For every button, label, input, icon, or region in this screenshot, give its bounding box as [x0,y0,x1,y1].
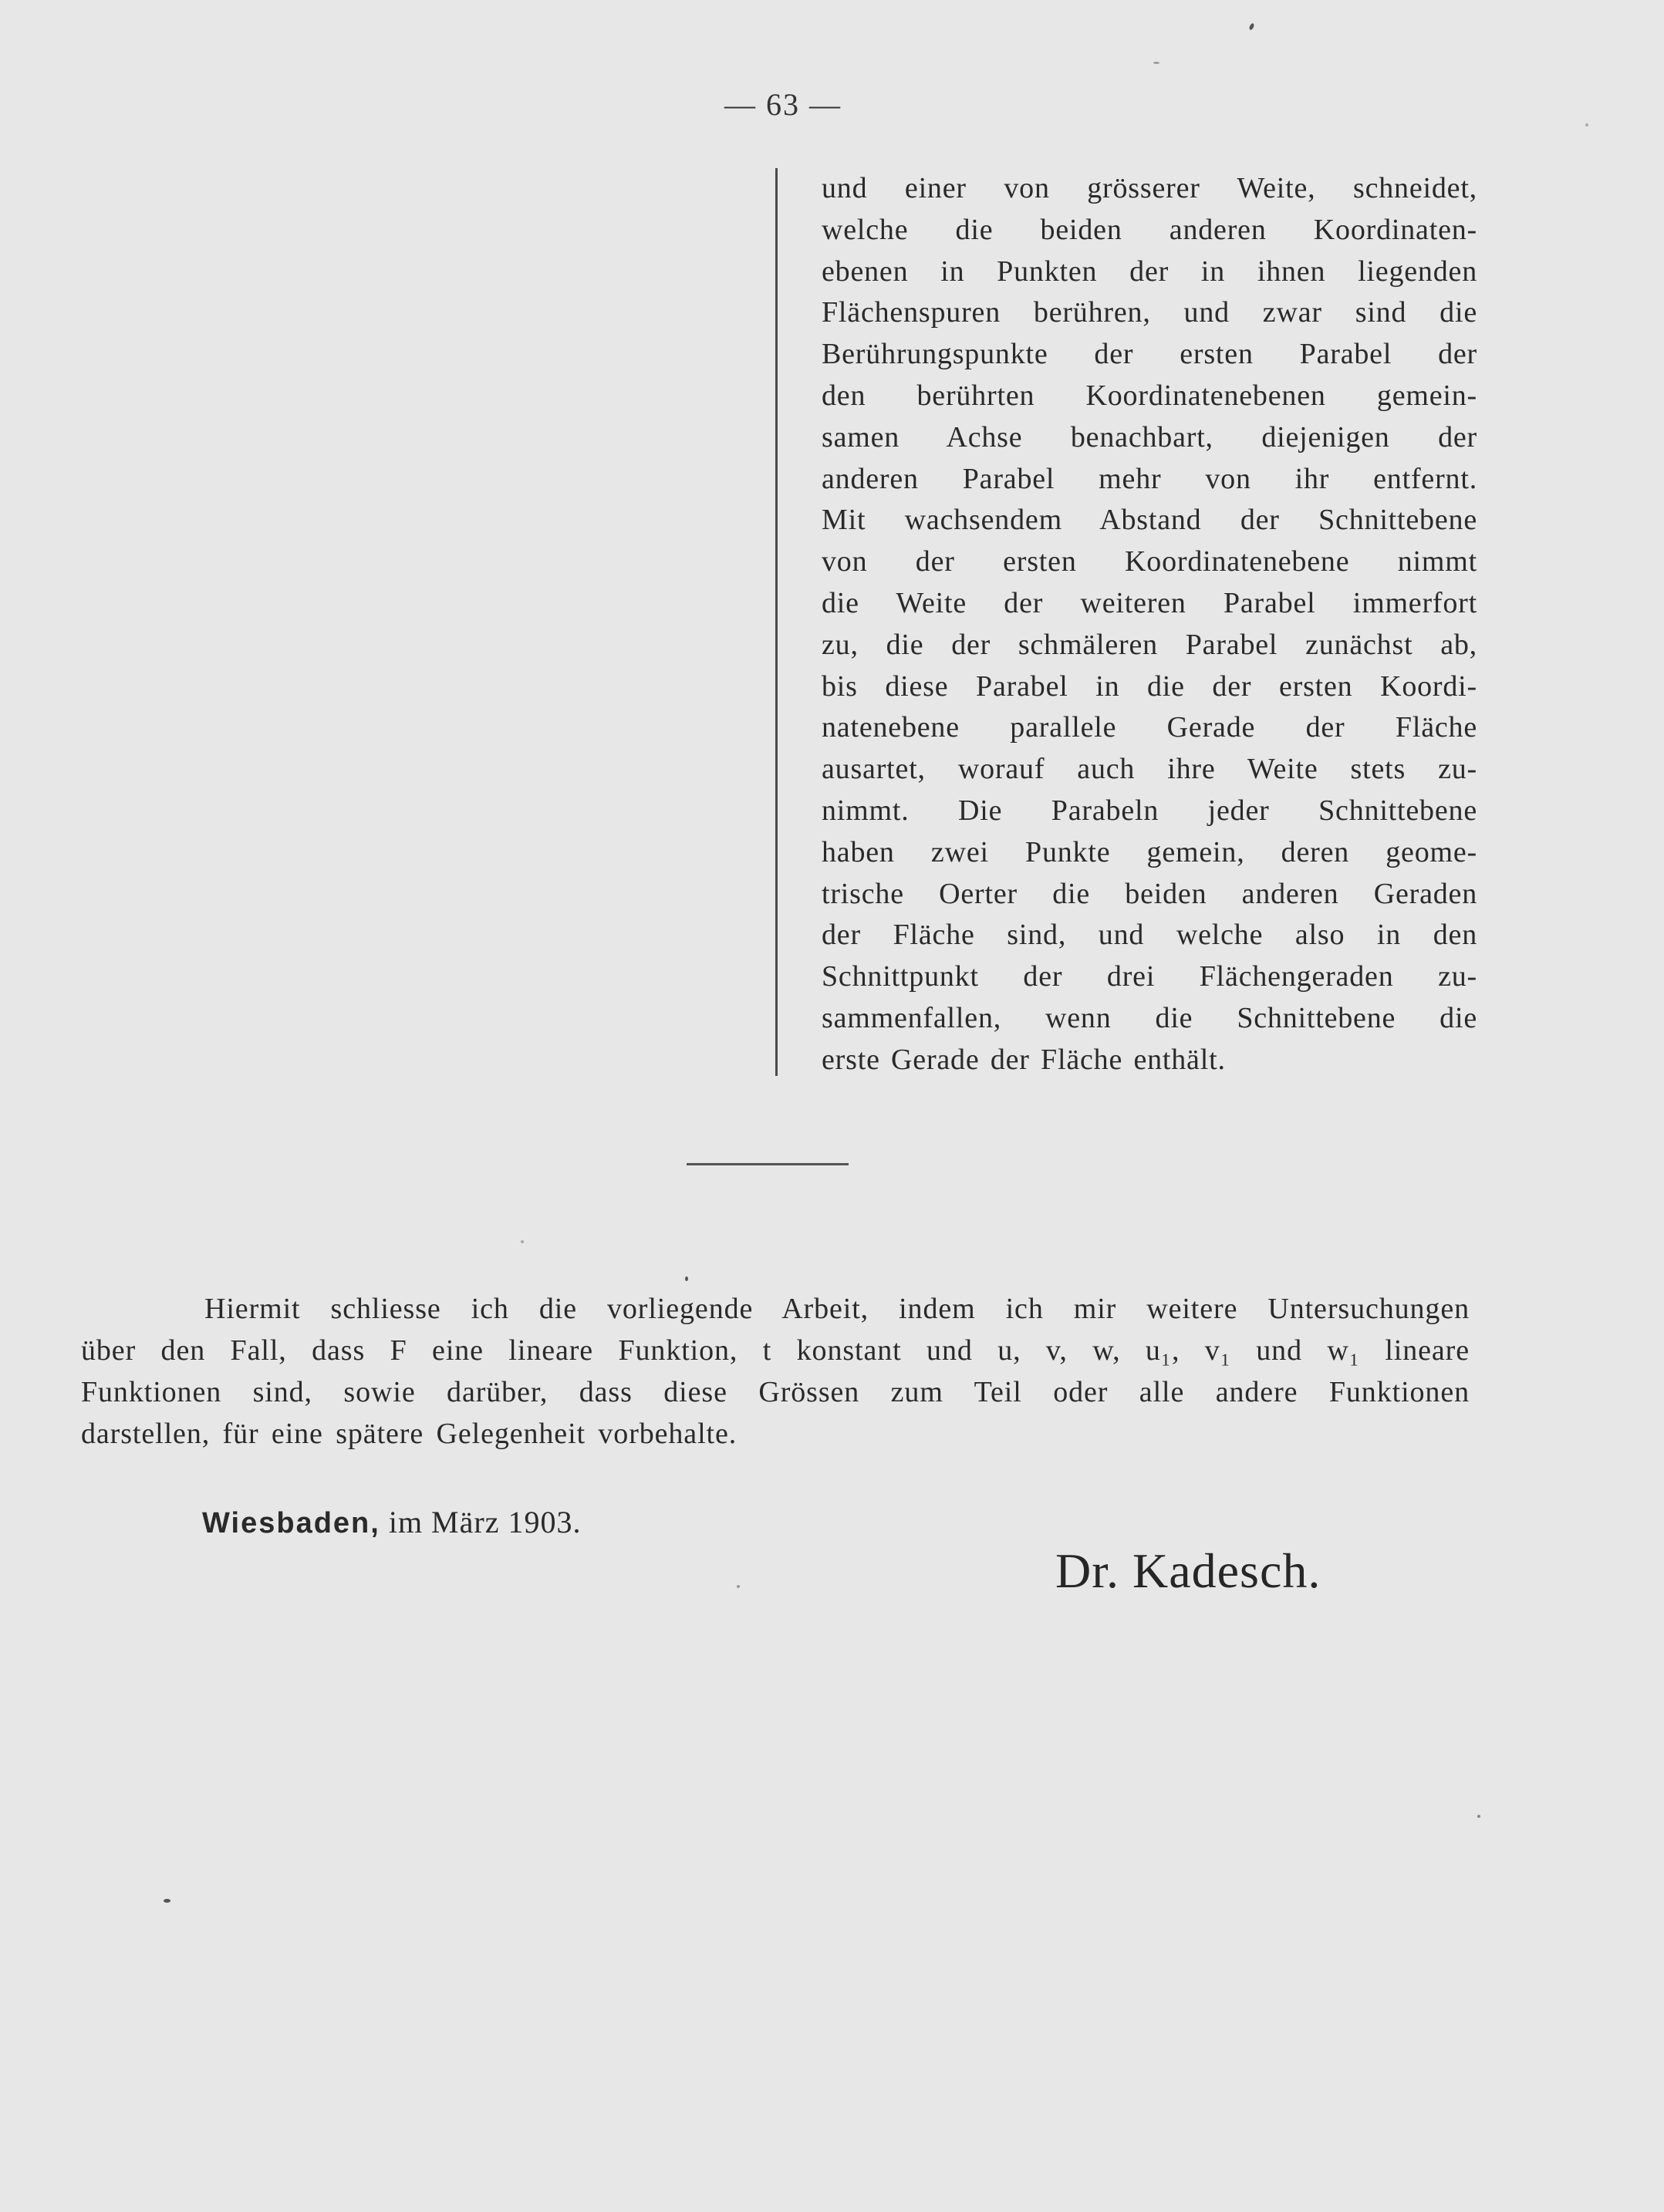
column-line: der Fläche sind, und welche also in den [822,919,1477,952]
column-line: natenebene parallele Gerade der Fläche [822,711,1477,744]
column-line: erste Gerade der Fläche enthält. [822,1043,1226,1076]
column-line: zu, die der schmäleren Parabel zunächst ab, [822,628,1477,661]
scan-speck [685,1276,688,1281]
scan-speck [1153,62,1159,64]
column-line: Berührungspunkte der ersten Parabel der [822,338,1477,371]
dateline-date: im März 1903. [380,1505,582,1539]
scan-speck [737,1585,740,1588]
section-divider [687,1163,849,1165]
column-line: sammenfallen, wenn die Schnittebene die [822,1001,1477,1034]
column-line: welche die beiden anderen Koordinaten- [822,213,1477,246]
column-line: nimmt. Die Parabeln jeder Schnittebene [822,794,1477,827]
column-line: Flächenspuren berühren, und zwar sind die [822,296,1477,329]
column-line: ebenen in Punkten der in ihnen liegenden [822,255,1477,288]
scan-speck [164,1899,170,1903]
dateline [202,1504,581,1540]
column-line: ausartet, worauf auch ihre Weite stets zu- [822,753,1477,786]
column-line: anderen Parabel mehr von ihr entfernt. [822,462,1477,495]
column-line: die Weite der weiteren Parabel immerfort [822,586,1477,619]
scan-speck [1477,1815,1480,1818]
column-line: samen Achse benachbart, diejenigen der [822,420,1477,454]
conclusion-line: über den Fall, dass F eine lineare Funktion, t konstant und u, v, w, u₁, v₁ und w₁ lineare [81,1334,1470,1367]
scan-speck [1248,22,1254,30]
column-line: Mit wachsendem Abstand der Schnittebene [822,504,1477,537]
text-column [775,168,1477,1076]
scan-speck [521,1240,524,1243]
conclusion-line: Hiermit schliesse ich die vorliegende Arbeit, indem ich mir weitere Untersuchungen [204,1293,1470,1325]
column-line: bis diese Parabel in die der ersten Koordi- [822,669,1477,703]
scan-speck [1585,123,1588,126]
column-line: Schnittpunkt der drei Flächengeraden zu- [822,960,1477,993]
column-line: trische Oerter die beiden anderen Geraden [822,877,1477,910]
conclusion-line: darstellen, für eine spätere Gelegenheit vorbehalte. [81,1418,737,1450]
column-line: von der ersten Koordinatenebene nimmt [822,545,1477,578]
column-line: und einer von grösserer Weite, schneidet, [822,172,1477,204]
page-number: — 63 — [724,87,842,122]
column-line: haben zwei Punkte gemein, deren geome- [822,835,1477,868]
conclusion-paragraph [81,1288,1470,1455]
column-line: den berührten Koordinatenebenen gemein- [822,379,1477,412]
dateline-place: Wiesbaden, [202,1507,380,1539]
conclusion-line: Funktionen sind, sowie darüber, dass diese Grössen zum Teil oder alle andere Funktionen [81,1376,1470,1408]
author-signature: Dr. Kadesch. [1055,1543,1321,1598]
